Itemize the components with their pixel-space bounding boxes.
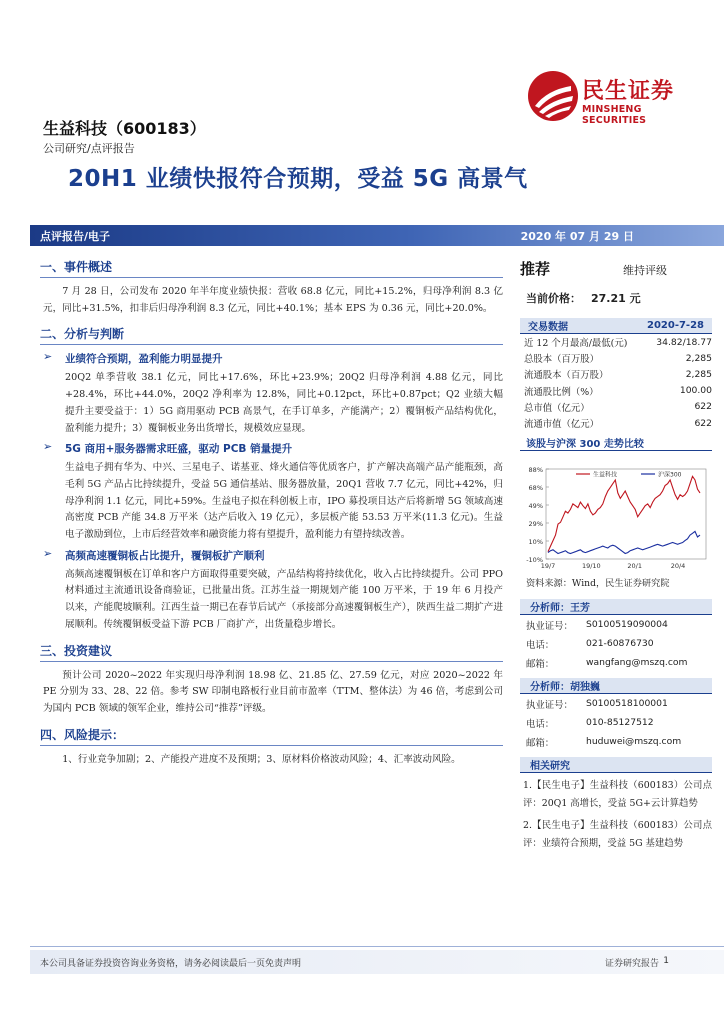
stat-row: [520, 383, 712, 399]
subhead-5g: [43, 441, 503, 456]
stat-row: [520, 334, 712, 350]
related-header: 相关研究: [520, 757, 712, 773]
stat-label: 流通股比例（%）: [524, 386, 599, 398]
section-title-risk: 四、风险提示：: [40, 726, 503, 746]
y-tick-label: 29%: [528, 520, 543, 529]
analyst1-email[interactable]: wangfang@mszq.com: [586, 657, 688, 669]
section-title-advice: 三、投资建议: [40, 642, 503, 662]
rating-sub: 维持评级: [623, 264, 667, 277]
brand-logo: [527, 70, 697, 126]
y-tick-label: 10%: [528, 538, 543, 547]
analyst2-row: [520, 732, 712, 751]
analyst2-row: [520, 713, 712, 732]
y-tick-label: 88%: [528, 466, 543, 475]
stat-row: [520, 399, 712, 415]
legend-label: 生益科技: [593, 471, 618, 479]
stat-label: 近 12 个月最高/最低(元): [524, 338, 628, 350]
price-value: 27.21 元: [591, 292, 641, 305]
kv-value: S0100518100001: [586, 698, 668, 710]
trade-stats: [520, 334, 712, 431]
price-chart: [520, 457, 712, 573]
kv-value: S0100519090004: [586, 619, 668, 631]
price-label: 当前价格：: [526, 292, 581, 305]
report-date: 2020 年 07 月 29 日: [520, 230, 634, 243]
stat-row: [520, 350, 712, 366]
related-item[interactable]: 1.【民生电子】生益科技（600183）公司点评：20Q1 高增长，受益 5G+云计算趋势: [523, 780, 712, 810]
stat-label: 流通市值（亿元）: [524, 419, 600, 431]
rating-value: 推荐: [520, 260, 551, 278]
x-tick-label: 19/10: [581, 562, 601, 571]
series-line-index: [548, 532, 700, 554]
stat-value: 2,285: [685, 352, 712, 364]
section-title-analysis: 二、分析与判断: [40, 325, 503, 345]
sidebar: [520, 258, 712, 853]
subhead-earnings-label: 业绩符合预期，盈利能力明显提升: [65, 353, 223, 366]
related-item[interactable]: 2.【民生电子】生益科技（600183）公司点评：业绩符合预期，受益 5G 基建趋势: [523, 820, 712, 850]
subhead-5g-label: 5G 商用+服务器需求旺盛，驱动 PCB 销量提升: [65, 443, 293, 456]
band-category: 点评报告/电子: [40, 230, 111, 243]
kv-label: 执业证号：: [526, 699, 573, 711]
analyst2-email[interactable]: huduwei@mszq.com: [586, 736, 682, 748]
kv-value: 021-60876730: [586, 638, 654, 650]
chart-title: 该股与沪深 300 走势比较: [520, 435, 712, 451]
arrow-icon: ➢: [43, 440, 53, 454]
subtext-ccl: 高频高速覆铜板在订单和客户方面取得重要突破，产品结构将持续优化，收入占比持续提升。公司 PPO 材料通过主流通讯设备商验证，已批量出货。江苏生益一期规划产能 100 万平米，于 19 年 6 月投产以来，产能爬坡顺利。江西生益一期已在春节后试产（承接部分高速覆铜板生产），陕西生益二期扩产进展顺利。传统覆铜板受益下游 PCB 厂商扩产，出货量稳步增长。: [65, 568, 503, 630]
trade-data-date: 2020-7-28: [646, 320, 704, 331]
brand-name-en: MINSHENG SECURITIES: [582, 104, 647, 126]
legend-label: 沪深300: [658, 471, 682, 479]
kv-value: 010-85127512: [586, 717, 654, 729]
footer: [30, 950, 724, 974]
title-band: [30, 225, 724, 246]
x-tick-label: 19/7: [540, 562, 556, 571]
subtext-5g: 生益电子拥有华为、中兴、三星电子、诺基亚、烽火通信等优质客户，扩产解决高端产品产能瓶颈，高毛利 5G 产品占比持续提升，受益 5G 通信基站、服务器放量，20Q1 营收 7.7 亿元，同比+42%，归母净利润 1.1 亿元，同比+59%。生益电子拟在科创板上市，IPO 募投项目达产后将新增 5G 领域高速高密度 PCB 产能 34.8 万平米（达产后收入 19 亿元），多层板产能 53.53 万平米(11.3 亿元)。生益电子激励到位，上市后经营效率和融资能力将有望提升，盈利能力有望持续改善。: [65, 462, 503, 541]
kv-label: 电话：: [526, 718, 555, 730]
footer-rule: [30, 946, 724, 947]
chart-frame: [546, 469, 706, 559]
section-text-advice: 预计公司 2020~2022 年实现归母净利润 18.98 亿、21.85 亿、27.59 亿元，对应 2020~2022 年 PE 分别为 33、28、22 倍。参考 SW 印制电路板行业目前市盈率（TTM、整体法）为 46 倍，考虑到公司为国内 PCB 领域的领军企业，维持公司“推荐”评级。: [43, 669, 503, 714]
main-content: [40, 258, 503, 768]
minsheng-logo-icon: [527, 70, 579, 122]
stat-value: 100.00: [679, 385, 712, 397]
price-row: [520, 290, 712, 306]
stat-value: 622: [694, 401, 712, 413]
x-tick-label: 20/1: [627, 562, 642, 571]
report-category: 公司研究/点评报告: [43, 142, 135, 155]
stat-value: 622: [694, 417, 712, 429]
section-title-overview: 一、事件概述: [40, 258, 503, 278]
subhead-earnings: [43, 351, 503, 366]
analyst2-header: 分析师：胡独巍: [520, 678, 712, 694]
kv-label: 执业证号：: [526, 620, 573, 632]
subhead-ccl: [43, 548, 503, 563]
analyst1-row: [520, 634, 712, 653]
stat-label: 总市值（亿元）: [524, 402, 590, 414]
kv-label: 邮箱：: [526, 658, 555, 670]
y-tick-label: 68%: [528, 484, 543, 493]
section-text-risk: 1、行业竞争加剧；2、产能投产进度不及预期；3、原材料价格波动风险；4、汇率波动风险。: [62, 753, 461, 765]
rating-row: [520, 258, 712, 280]
series-line-stock: [548, 476, 700, 551]
stat-value: 2,285: [685, 368, 712, 380]
stat-row: [520, 366, 712, 382]
stat-row: [520, 415, 712, 431]
report-headline: 20H1 业绩快报符合预期，受益 5G 高景气: [68, 166, 528, 192]
brand-name-cn: 民生证券: [582, 79, 675, 104]
company-title: 生益科技（600183）: [43, 119, 206, 138]
y-tick-label: 49%: [528, 502, 543, 511]
stat-label: 总股本（百万股）: [524, 354, 600, 366]
chart-source: 资料来源：Wind，民生证券研究院: [526, 578, 670, 590]
x-tick-label: 20/4: [670, 562, 686, 571]
subtext-earnings: 20Q2 单季营收 38.1 亿元，同比+17.6%，环比+23.9%；20Q2 归母净利润 4.88 亿元，同比+28.4%，环比+44.0%，20Q2 净利率为 12.8%，同比+0.12pct，环比+0.87pct；Q2 业绩大幅提升主要受益于：1）5G 商用驱动 PCB 高景气，在手订单多，产能满产；2）覆铜板产品结构优化，盈利能力提升；3）覆铜板业务出货增长，规模效应显现。: [65, 372, 503, 434]
analyst2-row: [520, 694, 712, 713]
arrow-icon: ➢: [43, 546, 53, 560]
arrow-icon: ➢: [43, 350, 53, 364]
subhead-ccl-label: 高频高速覆铜板占比提升，覆铜板扩产顺利: [65, 549, 265, 562]
section-text-overview: 7 月 28 日，公司发布 2020 年半年度业绩快报：营收 68.8 亿元，同比+15.2%，归母净利润 8.3 亿元，同比+31.5%，扣非后归母净利润 8.3 亿元，同比+40.1%；基本 EPS 为 0.36 元，同比+20.0%。: [43, 286, 503, 314]
analyst1-row: [520, 615, 712, 634]
stat-label: 流通股本（百万股）: [524, 370, 609, 382]
footer-disclaimer: 本公司具备证券投资咨询业务资格，请务必阅读最后一页免责声明: [40, 959, 302, 969]
analyst1-header: 分析师：王芳: [520, 599, 712, 615]
trade-data-title: 交易数据: [528, 322, 568, 333]
price-chart-svg: [520, 457, 712, 573]
analyst1-row: [520, 653, 712, 672]
y-tick-label: -10%: [526, 556, 543, 565]
kv-label: 邮箱：: [526, 737, 555, 749]
stat-value: 34.82/18.77: [656, 336, 712, 348]
footer-label: 证券研究报告: [604, 959, 659, 969]
kv-label: 电话：: [526, 639, 555, 651]
trade-data-header: [520, 318, 712, 334]
page-number: 1: [663, 956, 669, 966]
